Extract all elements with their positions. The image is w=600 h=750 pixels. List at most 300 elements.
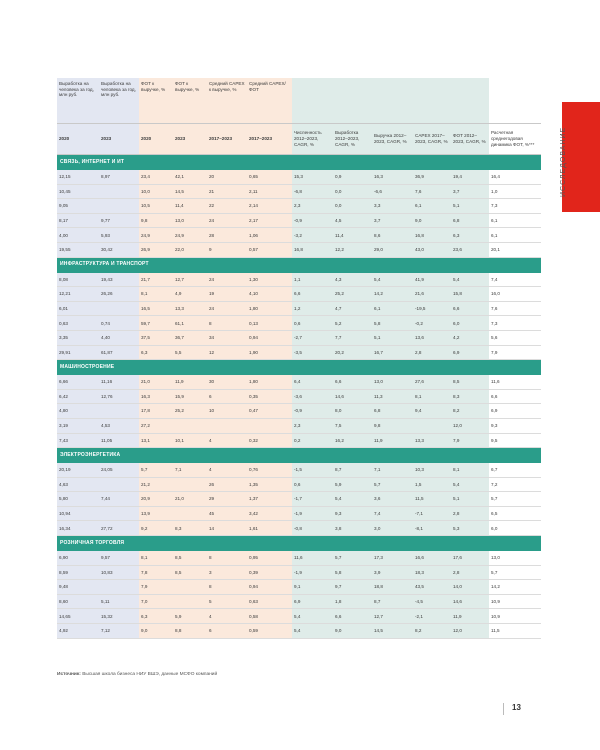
table-cell: 6,9	[489, 404, 541, 419]
table-cell: 11,4	[173, 199, 207, 214]
table-cell: 15,8	[451, 287, 489, 302]
table-cell: 5,2	[333, 316, 372, 331]
table-cell: 17,6	[451, 551, 489, 565]
table-cell: 1,06	[247, 228, 292, 243]
table-cell: 5,11	[99, 594, 139, 609]
table-cell: 4,53	[99, 418, 139, 433]
table-cell: 1,61	[247, 521, 292, 536]
table-cell: 12,0	[451, 418, 489, 433]
table-cell: 6,5	[489, 506, 541, 521]
table-cell: 13,1	[139, 433, 173, 448]
table-cell: 10,0	[139, 184, 173, 199]
table-cell: -4,5	[413, 594, 451, 609]
table-cell: 4	[207, 609, 247, 624]
table-cell: 1,30	[247, 273, 292, 287]
table-cell: 0,0	[333, 184, 372, 199]
table-cell: 16,6	[413, 551, 451, 565]
table-cell: 5,3	[451, 521, 489, 536]
table-cell: 8,97	[99, 170, 139, 184]
table-cell: 43,0	[413, 242, 451, 257]
table-cell: 18,3	[413, 565, 451, 580]
table-cell: 1,90	[247, 345, 292, 360]
table-cell: 9,8	[372, 418, 413, 433]
table-cell: 7,8	[139, 565, 173, 580]
table-cell: 0,35	[247, 389, 292, 404]
table-cell: 6,0	[489, 521, 541, 536]
table-cell: 6,8	[372, 404, 413, 419]
table-cell: 4,10	[247, 287, 292, 302]
table-cell: 4,92	[57, 624, 99, 639]
table-cell: 27,72	[99, 521, 139, 536]
table-cell: 16,7	[372, 345, 413, 360]
column-period: 2017–2023	[207, 124, 247, 155]
table-cell: 6,1	[489, 213, 541, 228]
column-period: 2023	[99, 124, 139, 155]
table-row	[57, 242, 541, 257]
table-cell: -2,1	[413, 609, 451, 624]
table-row	[57, 594, 541, 609]
table-cell: 7,0	[139, 594, 173, 609]
table-row	[57, 492, 541, 507]
table-row	[57, 565, 541, 580]
table-cell: 6,9	[292, 594, 333, 609]
table-cell: 6,6	[451, 301, 489, 316]
table-cell: 0,2	[292, 433, 333, 448]
table-cell: 21,6	[413, 287, 451, 302]
table-cell: 2,3	[292, 418, 333, 433]
table-cell: 3,7	[372, 213, 413, 228]
table-cell: 5,4	[333, 492, 372, 507]
table-cell: 5,8	[333, 565, 372, 580]
table-cell: 4,63	[57, 477, 99, 492]
table-cell: 19,4	[451, 170, 489, 184]
table-row	[57, 170, 541, 184]
table-row	[57, 463, 541, 477]
table-cell: 12	[207, 345, 247, 360]
table-cell: 3,9	[372, 565, 413, 580]
table-cell: 5,9	[333, 477, 372, 492]
table-cell: 7,3	[489, 316, 541, 331]
table-cell: 6,1	[413, 199, 451, 214]
table-cell: 8,7	[333, 463, 372, 477]
table-cell: -1,9	[292, 565, 333, 580]
table-cell: 1,5	[413, 477, 451, 492]
table-cell: 8,1	[139, 551, 173, 565]
table-cell: 12,0	[451, 624, 489, 639]
table-cell: 9,3	[333, 506, 372, 521]
table-cell: 27,2	[139, 418, 173, 433]
table-cell: 10,94	[57, 506, 99, 521]
table-row	[57, 580, 541, 595]
column-period: 2020	[139, 124, 173, 155]
table-row	[57, 404, 541, 419]
section-title: ЭЛЕКТРОЭНЕРГЕТИКА	[57, 448, 541, 464]
table-cell: -6,8	[292, 184, 333, 199]
table-cell: 0,32	[247, 433, 292, 448]
table-cell: 12,7	[173, 273, 207, 287]
table-cell	[173, 418, 207, 433]
table-cell: 3	[207, 565, 247, 580]
table-cell: 19,43	[99, 273, 139, 287]
table-cell: 5,5	[173, 345, 207, 360]
table-cell: 3,8	[333, 521, 372, 536]
table-cell: 26,9	[139, 242, 173, 257]
table-cell: -1,5	[292, 463, 333, 477]
table-cell: 14	[207, 521, 247, 536]
table-cell: 0,94	[247, 580, 292, 595]
table-cell	[99, 199, 139, 214]
table-cell: 24,05	[99, 463, 139, 477]
table-cell: 3,3	[372, 199, 413, 214]
table-cell: 8,1	[139, 287, 173, 302]
table-row	[57, 375, 541, 389]
table-cell: 7,12	[99, 624, 139, 639]
column-title	[413, 78, 451, 124]
table-cell: 0,63	[247, 594, 292, 609]
table-cell: 24,9	[139, 228, 173, 243]
table-cell: 11,3	[372, 389, 413, 404]
table-cell: 10,3	[413, 463, 451, 477]
column-title: ФОТ к выручке, %	[173, 78, 207, 124]
table-cell: 8,5	[173, 551, 207, 565]
table-cell: 14,6	[451, 594, 489, 609]
table-cell	[99, 477, 139, 492]
table-cell: 5	[207, 594, 247, 609]
table-row	[57, 418, 541, 433]
column-title	[372, 78, 413, 124]
table-cell: 20,9	[139, 492, 173, 507]
table-row	[57, 624, 541, 639]
table-cell: 16,3	[372, 170, 413, 184]
column-period: Выручка 2012–2023, CAGR, %	[372, 124, 413, 155]
table-cell: 0,0	[333, 199, 372, 214]
table-cell: 23,6	[451, 242, 489, 257]
table-cell: 5,9	[173, 609, 207, 624]
table-cell: 11,6	[292, 551, 333, 565]
table-row	[57, 345, 541, 360]
table-cell	[173, 594, 207, 609]
table-cell	[207, 418, 247, 433]
source-label: Источник:	[57, 672, 81, 677]
table-cell: 8	[207, 551, 247, 565]
table-cell: 24,9	[173, 228, 207, 243]
table-cell	[99, 580, 139, 595]
section-label: ИССЛЕДОВАНИЕ	[560, 126, 567, 198]
table-cell	[99, 404, 139, 419]
column-title	[333, 78, 372, 124]
table-cell: 8,1	[413, 389, 451, 404]
table-row	[57, 521, 541, 536]
section-header-row	[57, 360, 541, 376]
table-cell: 9,0	[139, 624, 173, 639]
table-cell: 16,5	[139, 301, 173, 316]
table-cell: -19,5	[413, 301, 451, 316]
table-cell: 6,0	[451, 316, 489, 331]
table-cell: -3,6	[292, 389, 333, 404]
column-title	[292, 78, 333, 124]
column-period: 2017–2023	[247, 124, 292, 155]
table-cell: 20	[207, 170, 247, 184]
table-cell: 1,0	[489, 184, 541, 199]
table-cell: 3,0	[372, 521, 413, 536]
table-cell: 0,74	[99, 316, 139, 331]
table-cell: 3,7	[451, 184, 489, 199]
table-cell: 6,6	[292, 287, 333, 302]
table-cell: 7,9	[139, 580, 173, 595]
table-cell: 11,05	[99, 433, 139, 448]
table-cell	[99, 184, 139, 199]
table-cell: 16,2	[333, 433, 372, 448]
table-cell: 6,6	[489, 389, 541, 404]
table-cell: 21,2	[139, 477, 173, 492]
column-title	[489, 78, 541, 124]
table-cell: 6,3	[139, 345, 173, 360]
table-cell: 14,65	[57, 609, 99, 624]
column-title: ФОТ к выручке, %	[139, 78, 173, 124]
table-cell: -1,7	[292, 492, 333, 507]
table-cell: 8,5	[451, 375, 489, 389]
table-cell: 7,1	[372, 463, 413, 477]
table-cell: 6	[207, 389, 247, 404]
table-cell: 14,5	[173, 184, 207, 199]
table-cell: 14,2	[372, 287, 413, 302]
table-cell: 36,9	[413, 170, 451, 184]
table-cell: 9,3	[489, 418, 541, 433]
table-cell: 6	[207, 624, 247, 639]
table-cell: 5,1	[451, 492, 489, 507]
table-row	[57, 609, 541, 624]
table-cell: 9,5	[489, 433, 541, 448]
table-cell: 8,8	[173, 624, 207, 639]
table-row	[57, 273, 541, 287]
column-title	[451, 78, 489, 124]
table-cell: 9,1	[292, 580, 333, 595]
table-cell: 4,80	[57, 404, 99, 419]
table-row	[57, 301, 541, 316]
table-cell: 11,5	[413, 492, 451, 507]
header-row-titles	[57, 78, 541, 124]
table-cell	[173, 506, 207, 521]
table-cell: 0,95	[247, 551, 292, 565]
table-row	[57, 330, 541, 345]
table-cell: 6,66	[57, 375, 99, 389]
table-cell: 41,9	[413, 273, 451, 287]
table-cell: 2,11	[247, 184, 292, 199]
table-cell: 12,21	[57, 287, 99, 302]
table-cell: 5,6	[489, 330, 541, 345]
table-cell: 8,5	[173, 565, 207, 580]
table-cell: 12,76	[99, 389, 139, 404]
table-cell: 1,37	[247, 492, 292, 507]
table-cell: 0,13	[247, 316, 292, 331]
table-cell: 5,8	[372, 316, 413, 331]
table-cell: 2,3	[292, 199, 333, 214]
table-cell: 11,9	[451, 609, 489, 624]
table-cell: 37,5	[139, 330, 173, 345]
source-text: Высшая школа бизнеса НИУ ВШЭ, данные МСФО компаний	[82, 672, 218, 677]
table-cell: 7,6	[489, 301, 541, 316]
source-note	[57, 672, 217, 677]
table-cell: 6,1	[489, 228, 541, 243]
table-cell: 9,0	[413, 213, 451, 228]
table-cell: 4,9	[173, 287, 207, 302]
table-cell: 10,9	[489, 594, 541, 609]
table-cell: 9,2	[139, 521, 173, 536]
table-cell: 8	[207, 316, 247, 331]
table-row	[57, 199, 541, 214]
table-row	[57, 316, 541, 331]
table-cell: 3,42	[247, 506, 292, 521]
table-row	[57, 213, 541, 228]
table-cell: 9,57	[99, 551, 139, 565]
page-number: 13	[512, 703, 521, 712]
table-cell: 4,2	[451, 330, 489, 345]
table-cell: 6,7	[489, 463, 541, 477]
section-title: СВЯЗЬ, ИНТЕРНЕТ И ИТ	[57, 155, 541, 171]
table-cell: 24	[207, 213, 247, 228]
table-cell: -3,2	[292, 228, 333, 243]
table-cell: 9,8	[139, 213, 173, 228]
table-cell: 30,42	[99, 242, 139, 257]
table-cell: 7,9	[489, 345, 541, 360]
table-row	[57, 477, 541, 492]
table-cell: 16,8	[292, 242, 333, 257]
table-cell: -0,9	[292, 404, 333, 419]
table-cell: 10,45	[57, 184, 99, 199]
table-cell: 16,4	[489, 170, 541, 184]
table-cell: 21,0	[173, 492, 207, 507]
table-cell: -0,2	[413, 316, 451, 331]
table-cell: 6,42	[57, 389, 99, 404]
table-cell: 5,7	[372, 477, 413, 492]
table-cell: 1,8	[333, 594, 372, 609]
table-cell: 21	[207, 184, 247, 199]
table-cell: 6,1	[372, 301, 413, 316]
column-period: Расчетная среднегодовая динамика ФОТ, %***	[489, 124, 541, 155]
table-cell: 5,4	[372, 273, 413, 287]
table-cell: 0,76	[247, 463, 292, 477]
column-title: Средний CAPEX к выручке, %	[207, 78, 247, 124]
table-cell: 16,34	[57, 521, 99, 536]
table-cell: 5,7	[489, 492, 541, 507]
table-cell: 4	[207, 463, 247, 477]
table-cell: 7,9	[451, 433, 489, 448]
table-cell: 8,0	[333, 404, 372, 419]
table-cell: 11,4	[333, 228, 372, 243]
table-cell: 6,90	[57, 551, 99, 565]
table-cell: 59,7	[139, 316, 173, 331]
table-cell: 0,59	[247, 624, 292, 639]
table-cell	[99, 506, 139, 521]
table-cell	[173, 477, 207, 492]
table-row	[57, 228, 541, 243]
table-cell: 14,6	[333, 389, 372, 404]
table-cell: 29,91	[57, 345, 99, 360]
table-cell: 14,0	[451, 580, 489, 595]
table-cell: 8,17	[57, 213, 99, 228]
table-cell: 21,0	[139, 375, 173, 389]
table-cell: 7,2	[489, 477, 541, 492]
table-cell: 4,5	[333, 213, 372, 228]
table-cell: 9,0	[333, 624, 372, 639]
column-period: 2023	[173, 124, 207, 155]
table-cell: 27,6	[413, 375, 451, 389]
table-cell: 1,1	[292, 273, 333, 287]
table-cell: 7,4	[372, 506, 413, 521]
page-number-divider	[503, 703, 504, 715]
table-cell: 0,94	[247, 330, 292, 345]
table-cell: -6,6	[372, 184, 413, 199]
table-cell: 10,9	[489, 609, 541, 624]
table-cell: 10	[207, 404, 247, 419]
table-cell: 8,59	[57, 565, 99, 580]
header-row-periods	[57, 124, 541, 155]
table-cell: 0,47	[247, 404, 292, 419]
table-cell: 19	[207, 287, 247, 302]
table-cell: 22,0	[173, 242, 207, 257]
table-cell: 7,5	[333, 418, 372, 433]
section-title: МАШИНОСТРОЕНИЕ	[57, 360, 541, 376]
table-cell: 5,4	[451, 477, 489, 492]
table-cell: 8,2	[451, 404, 489, 419]
table-cell: 16,3	[139, 389, 173, 404]
column-period: Выработка 2012–2023, CAGR, %	[333, 124, 372, 155]
table-cell: 5,4	[292, 609, 333, 624]
table-cell: 0,9	[333, 170, 372, 184]
table-cell: 8,2	[413, 624, 451, 639]
table-cell: 5,1	[451, 199, 489, 214]
table-cell: 11,9	[173, 375, 207, 389]
table-cell: 6,6	[333, 609, 372, 624]
table-cell: 25,2	[333, 287, 372, 302]
table-cell: 2,8	[451, 506, 489, 521]
table-cell: 5,93	[99, 228, 139, 243]
table-cell: 36,7	[173, 330, 207, 345]
table-cell: 0,58	[247, 609, 292, 624]
table-cell: 7,1	[173, 463, 207, 477]
table-cell: 17,8	[139, 404, 173, 419]
column-period: 2020	[57, 124, 99, 155]
table-cell: 9	[207, 242, 247, 257]
table-cell: 15,32	[99, 609, 139, 624]
table-cell: 12,15	[57, 170, 99, 184]
table-cell: 13,9	[139, 506, 173, 521]
table-cell: -2,7	[292, 330, 333, 345]
table-cell: 3,6	[372, 492, 413, 507]
table-cell: 19,55	[57, 242, 99, 257]
table-cell: 1,35	[247, 477, 292, 492]
table-cell: 1,2	[292, 301, 333, 316]
table-cell: 13,3	[413, 433, 451, 448]
table-row	[57, 184, 541, 199]
table-cell: 4,7	[333, 301, 372, 316]
table-cell: 24	[207, 273, 247, 287]
table-cell: 0,65	[247, 170, 292, 184]
section-header-row	[57, 448, 541, 464]
table-cell: 13,0	[173, 213, 207, 228]
table-cell: 4,3	[333, 273, 372, 287]
table-cell: 34	[207, 330, 247, 345]
table-row	[57, 389, 541, 404]
table-cell: 5,4	[451, 273, 489, 287]
table-cell: 61,1	[173, 316, 207, 331]
table-cell: 14,2	[489, 580, 541, 595]
table-cell	[413, 418, 451, 433]
table-cell: 10,1	[173, 433, 207, 448]
table-cell: 8,6	[372, 228, 413, 243]
table-cell: 43,5	[413, 580, 451, 595]
table-cell: 16,0	[489, 287, 541, 302]
